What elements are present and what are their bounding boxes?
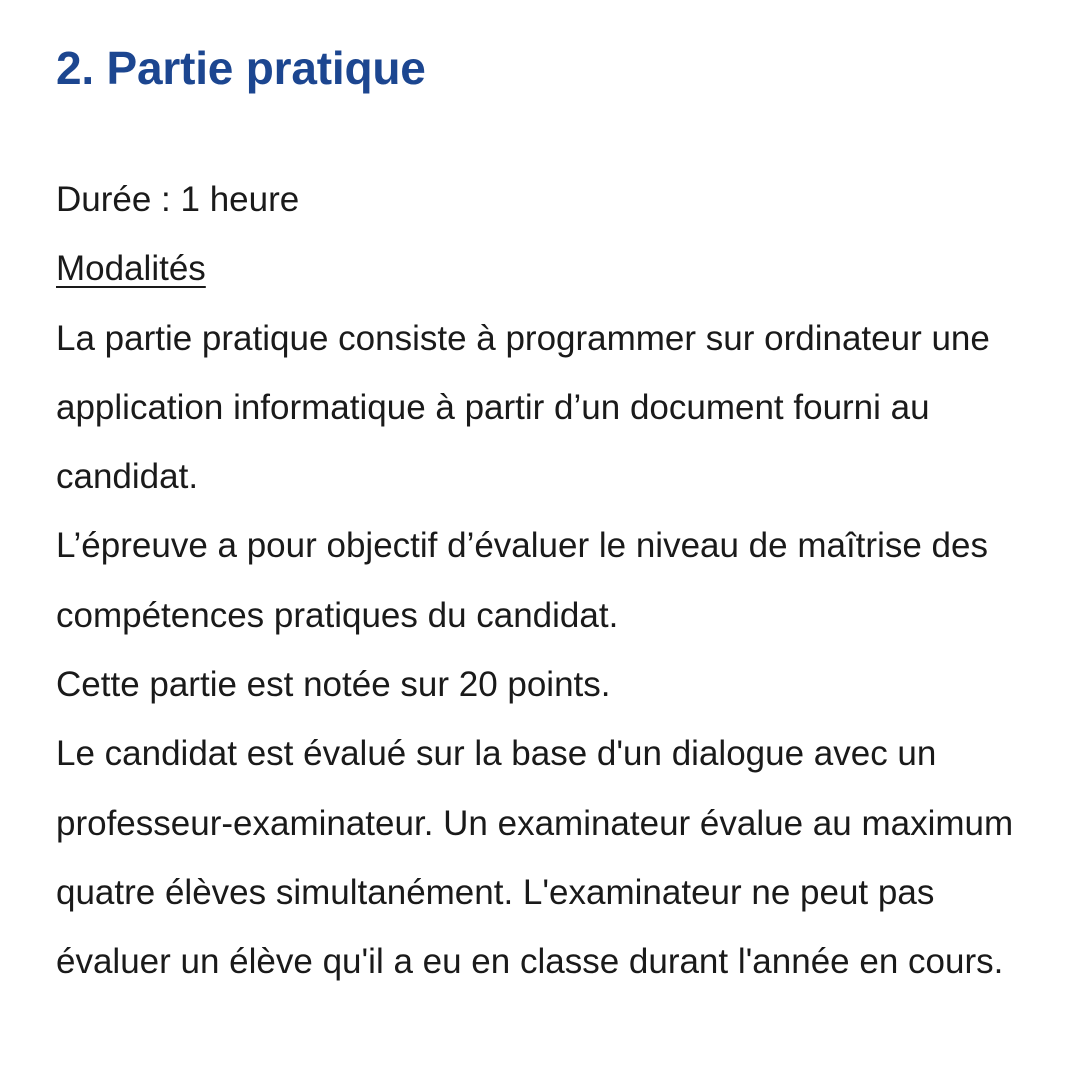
paragraph-task: La partie pratique consiste à programmer sur ordinateur une application informatique à partir d’un document fourni au candidat. <box>56 318 990 497</box>
section-meta <box>56 165 1046 304</box>
paragraph-evaluation: Le candidat est évalué sur la base d'un dialogue avec un professeur-examinateur. Un examinateur évalue au maximum quatre élèves simultanément. L'examinateur ne peut pas évaluer un élève qu'il a eu en classe durant l'année en cours. <box>56 734 1014 982</box>
section-heading: 2. Partie pratique <box>56 42 426 94</box>
modalites-label: Modalités <box>56 249 206 289</box>
paragraph-objective: L’épreuve a pour objectif d’évaluer le niveau de maîtrise des compétences pratiques du candidat. <box>56 526 988 635</box>
duration-text: Durée : 1 heure <box>56 180 300 219</box>
document-body <box>56 0 1046 997</box>
paragraph-grading: Cette partie est notée sur 20 points. <box>56 665 611 705</box>
